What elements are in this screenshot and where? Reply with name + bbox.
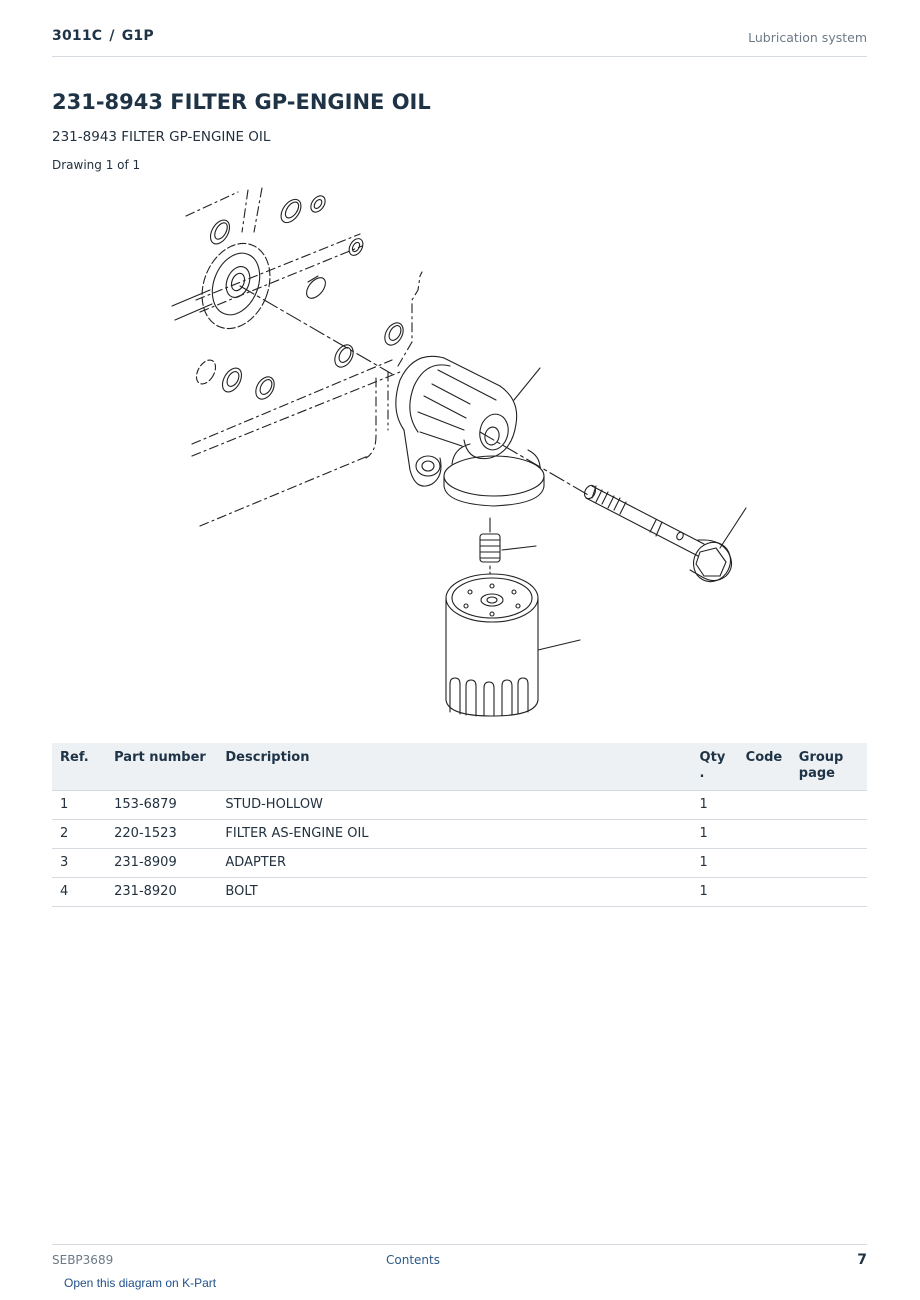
cell-group-page [791,878,867,907]
cell-ref: 2 [52,820,106,849]
cell-code [738,878,791,907]
cell-qty: 1 [692,820,738,849]
cell-code [738,791,791,820]
cell-qty: 1 [692,849,738,878]
page-number: 7 [857,1252,867,1268]
column-header-ref: Ref. [52,743,106,791]
cell-ref: 3 [52,849,106,878]
cell-part-number: 153-6879 [106,791,217,820]
open-diagram-kpart-link[interactable]: Open this diagram on K-Part [64,1276,217,1290]
cell-qty: 1 [692,791,738,820]
cell-ref: 4 [52,878,106,907]
cell-description: FILTER AS-ENGINE OIL [217,820,691,849]
section-name: Lubrication system [748,30,867,45]
cell-description: STUD-HOLLOW [217,791,691,820]
table-row [52,791,867,820]
model-title: 3011C / G1P [52,28,154,44]
cell-part-number: 231-8920 [106,878,217,907]
parts-diagram [160,180,760,720]
cell-group-page [791,820,867,849]
page-header [52,28,867,57]
cell-description: BOLT [217,878,691,907]
table-header-row [52,743,867,791]
stud-drawing [480,518,536,574]
cell-description: ADAPTER [217,849,691,878]
adapter-drawing [396,356,544,506]
column-header-group-page: Group page [791,743,867,791]
contents-link[interactable]: Contents [386,1253,440,1267]
cell-code [738,849,791,878]
table-row [52,820,867,849]
engine-block-drawing [172,188,422,526]
drawing-count: Drawing 1 of 1 [52,158,141,172]
column-header-description: Description [217,743,691,791]
column-header-part-number: Part number [106,743,217,791]
cell-qty: 1 [692,878,738,907]
table-row [52,849,867,878]
column-header-qty: Qty . [692,743,738,791]
page-title: 231-8943 FILTER GP-ENGINE OIL [52,90,431,114]
page-footer [52,1244,867,1275]
column-header-code: Code [738,743,791,791]
cell-group-page [791,791,867,820]
document-code: SEBP3689 [52,1253,114,1267]
bolt-drawing [582,483,746,588]
cell-part-number: 231-8909 [106,849,217,878]
cell-ref: 1 [52,791,106,820]
table-row [52,878,867,907]
oil-filter-drawing [446,574,580,716]
parts-table [52,743,867,907]
page-subtitle: 231-8943 FILTER GP-ENGINE OIL [52,129,271,145]
cell-code [738,820,791,849]
cell-part-number: 220-1523 [106,820,217,849]
centerline [240,286,392,374]
cell-group-page [791,849,867,878]
